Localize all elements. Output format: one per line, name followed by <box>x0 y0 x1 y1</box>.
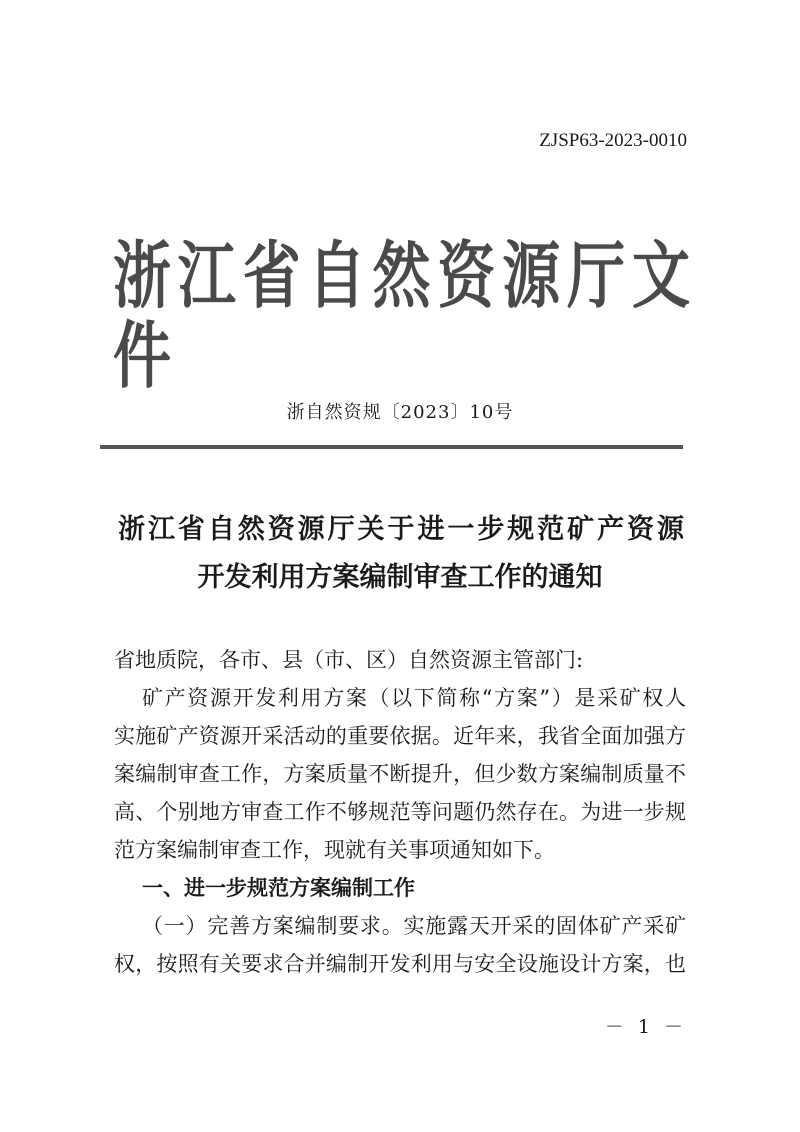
section-heading: 一、进一步规范方案编制工作 <box>142 876 415 900</box>
document-code: ZJSP63-2023-0010 <box>539 130 687 151</box>
body-line: 权，按照有关要求合并编制开发利用与安全设施设计方案，也 <box>114 952 686 976</box>
page-number: － 1 － <box>604 1016 687 1038</box>
notice-title-line-1: 浙江省自然资源厅关于进一步规范矿产资源 <box>118 514 684 545</box>
body-line: 高、个别地方审查工作不够规范等问题仍然存在。为进一步规 <box>114 800 686 824</box>
document-number: 浙自然资规〔2023〕10号 <box>286 402 514 423</box>
body-line: 矿产资源开发利用方案（以下简称“方案”）是采矿权人 <box>142 686 686 710</box>
body-line: 范方案编制审查工作，现就有关事项通知如下。 <box>114 838 555 862</box>
body-line: 案编制审查工作，方案质量不断提升，但少数方案编制质量不 <box>114 762 686 786</box>
masthead-title: 浙江省自然资源厅文件 <box>113 233 690 399</box>
body-line: 实施矿产资源开采活动的重要依据。近年来，我省全面加强方 <box>114 724 686 748</box>
addressee: 省地质院，各市、县（市、区）自然资源主管部门: <box>114 648 584 672</box>
body-line: （一）完善方案编制要求。实施露天开采的固体矿产采矿 <box>142 914 686 938</box>
masthead-divider <box>100 445 683 449</box>
notice-title-line-2: 开发利用方案编制审查工作的通知 <box>197 562 603 593</box>
